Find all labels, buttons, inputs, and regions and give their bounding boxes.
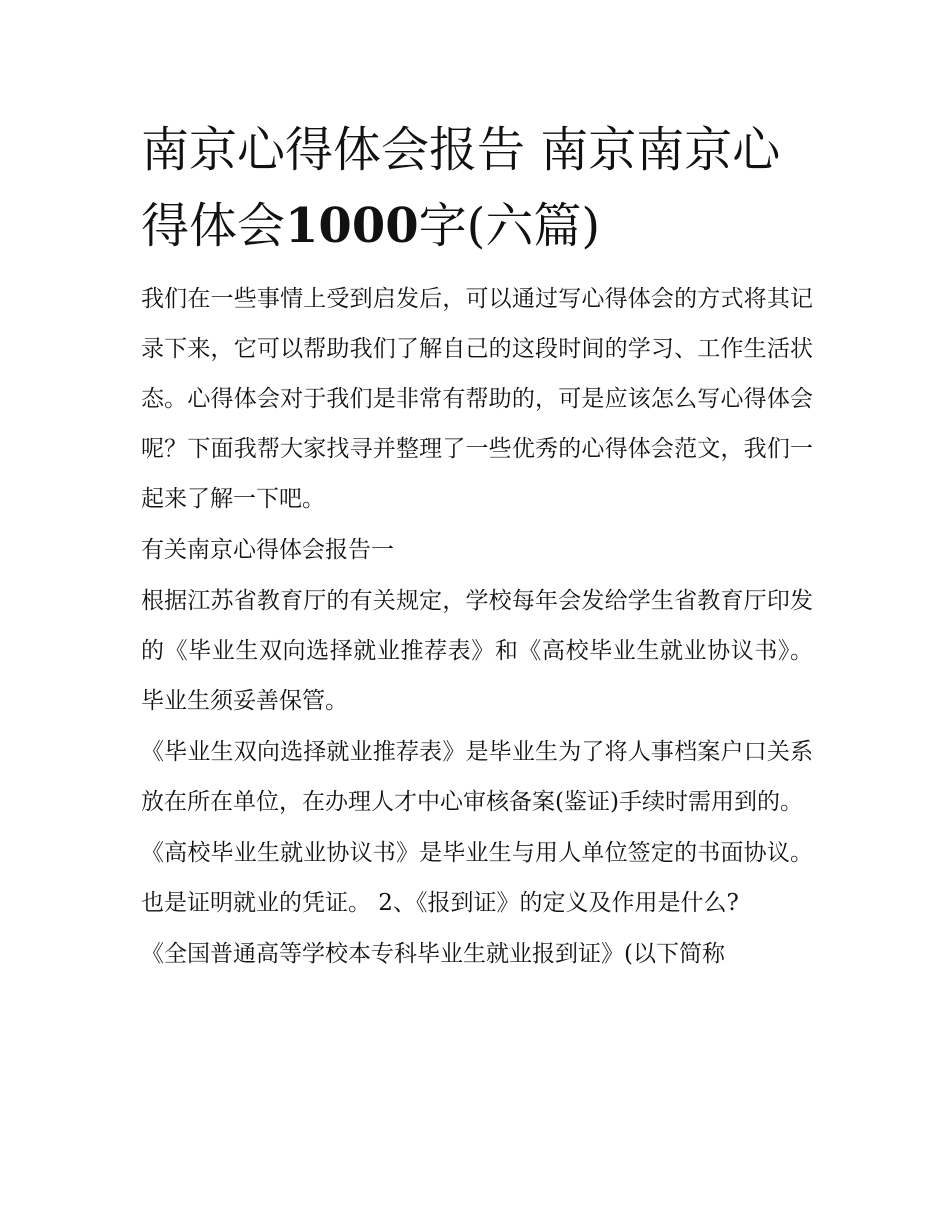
paragraph-regulation: 根据江苏省教育厅的有关规定，学校每年会发给学生省教育厅印发的《毕业生双向选择就业推荐表》和《高校毕业生就业协议书》。毕业生须妥善保管。 [141,588,813,714]
intro-paragraph: 我们在一些事情上受到启发后，可以通过写心得体会的方式将其记录下来，它可以帮助我们了解自己的这段时间的学习、工作生活状态。心得体会对于我们是非常有帮助的，可是应该怎么写心得体会呢？下面我帮大家找寻并整理了一些优秀的心得体会范文，我们一起来了解一下吧。 [141,286,813,512]
paragraph-employment-agreement: 《高校毕业生就业协议书》是毕业生与用人单位签定的书面协议。也是证明就业的凭证。 2、《报到证》的定义及作用是什么? [141,840,813,916]
title-text-part1: 南京心得体会报告 南京南京心得体会 [141,122,781,254]
document-body [141,274,813,979]
document-page [141,112,813,980]
paragraph-report-certificate: 《全国普通高等学校本专科毕业生就业报到证》(以下简称 [141,941,725,967]
title-text-part3: 字(六篇) [418,198,601,254]
paragraph-recommendation-form: 《毕业生双向选择就业推荐表》是毕业生为了将人事档案户口关系放在所在单位，在办理人才中心审核备案(鉴证)手续时需用到的。 [141,739,813,815]
section-heading: 有关南京心得体会报告一 [141,537,394,563]
title-word-count: 1000 [285,198,419,254]
document-title [141,112,813,264]
